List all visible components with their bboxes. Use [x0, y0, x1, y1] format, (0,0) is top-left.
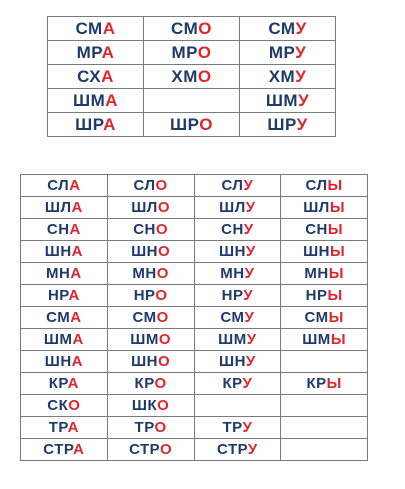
syllable-cell [21, 197, 108, 219]
syllable-consonants: ШЛ [219, 199, 246, 216]
syllable-vowel: У [246, 331, 257, 348]
syllable-cell [107, 307, 194, 329]
syllable-vowel: У [244, 309, 255, 326]
syllable-consonants: КР [134, 375, 155, 392]
syllable-consonants: СМ [171, 18, 199, 38]
syllable-cell [194, 307, 281, 329]
syllable-vowel: О [157, 243, 171, 260]
syllable-cell [194, 219, 281, 241]
table-row [21, 329, 368, 351]
syllable-cell [107, 263, 194, 285]
syllable-vowel: О [157, 199, 171, 216]
syllable-vowel: Ы [327, 221, 344, 238]
syllable-vowel: О [198, 18, 212, 38]
syllable-cell [107, 395, 194, 417]
syllable-consonants: МН [46, 265, 71, 282]
syllable-consonants: СЛ [305, 177, 328, 194]
syllable-consonants: ШЛ [44, 199, 72, 216]
syllable-vowel: У [295, 66, 307, 86]
syllable-consonants: СН [133, 221, 156, 238]
syllable-vowel: У [245, 353, 256, 370]
syllable-vowel: О [160, 441, 173, 458]
syllable-consonants: ШН [131, 243, 158, 260]
syllable-vowel: О [158, 331, 171, 348]
syllable-cell [194, 285, 281, 307]
syllable-vowel: О [157, 397, 170, 414]
syllable-vowel: А [70, 309, 82, 326]
syllable-cell [107, 439, 194, 461]
syllable-cell [21, 439, 108, 461]
syllable-consonants: ШН [44, 243, 72, 260]
syllable-vowel: А [69, 177, 81, 194]
syllable-vowel: Ы [329, 199, 346, 216]
syllable-vowel: А [71, 353, 83, 370]
syllable-cell [107, 373, 194, 395]
empty-cell [194, 395, 281, 417]
syllable-vowel: О [197, 42, 212, 62]
table-row [21, 417, 368, 439]
syllable-consonants: СК [47, 397, 69, 414]
syllable-vowel: А [101, 42, 115, 62]
syllable-vowel: У [295, 18, 307, 38]
syllable-vowel: О [155, 177, 168, 194]
syllable-vowel: А [102, 18, 116, 38]
syllable-consonants: ШК [131, 397, 158, 414]
syllable-vowel: У [295, 42, 307, 62]
syllable-vowel: У [242, 419, 253, 436]
syllable-consonants: МР [268, 42, 296, 62]
syllable-consonants: СТР [129, 441, 160, 458]
syllable-vowel: А [105, 90, 119, 110]
syllable-vowel: У [245, 243, 256, 260]
syllable-cell [281, 373, 368, 395]
syllable-vowel: О [157, 353, 171, 370]
syllable-consonants: МН [132, 265, 157, 282]
syllable-vowel: Ы [330, 331, 346, 348]
syllable-cell [107, 175, 194, 197]
syllable-cell [281, 241, 368, 263]
syllable-consonants: ШМ [43, 331, 73, 348]
syllable-cell [194, 373, 281, 395]
syllable-vowel: А [101, 66, 114, 86]
syllable-consonants: ШР [75, 114, 104, 134]
syllable-consonants: ШЛ [303, 199, 330, 216]
syllable-cell [194, 241, 281, 263]
syllable-vowel: У [243, 177, 254, 194]
syllable-consonants: КР [306, 375, 327, 392]
syllable-consonants: СМ [268, 18, 296, 38]
syllable-cell [48, 89, 144, 113]
syllable-cell [144, 113, 240, 137]
syllable-cell [144, 41, 240, 65]
syllable-vowel: О [154, 419, 167, 436]
syllable-cell [21, 175, 108, 197]
syllable-vowel: У [244, 265, 255, 282]
syllable-consonants: ТР [134, 419, 155, 436]
syllable-consonants: КР [48, 375, 68, 392]
syllable-vowel: А [71, 199, 83, 216]
table-row [21, 351, 368, 373]
syllable-vowel: Ы [328, 265, 344, 282]
syllable-vowel: А [71, 243, 83, 260]
syllable-cell [21, 219, 108, 241]
syllable-consonants: ТР [222, 419, 243, 436]
syllable-cell [281, 197, 368, 219]
table-row [48, 113, 336, 137]
syllable-vowel: А [67, 419, 79, 436]
syllable-cell [21, 307, 108, 329]
syllable-vowel: О [154, 375, 167, 392]
syllable-cell [21, 241, 108, 263]
syllable-consonants: СХ [77, 66, 102, 86]
syllable-consonants: ШМ [265, 90, 299, 110]
syllable-cell [48, 113, 144, 137]
syllable-cell [281, 285, 368, 307]
syllable-consonants: МН [304, 265, 329, 282]
syllable-consonants: СМ [75, 18, 103, 38]
syllable-cell [21, 417, 108, 439]
syllable-consonants: СН [221, 221, 244, 238]
syllable-vowel: О [68, 397, 81, 414]
syllable-cell [281, 175, 368, 197]
syllable-cell [194, 263, 281, 285]
syllable-vowel: Ы [327, 177, 343, 194]
syllable-consonants: ШН [303, 243, 330, 260]
syllable-cell [107, 197, 194, 219]
syllable-cell [240, 113, 336, 137]
syllable-consonants: ШН [44, 353, 72, 370]
syllable-consonants: СМ [220, 309, 245, 326]
syllable-cell [240, 89, 336, 113]
syllable-vowel: У [296, 114, 308, 134]
syllable-consonants: СМ [132, 309, 157, 326]
syllable-cell [21, 263, 108, 285]
syllable-cell [281, 307, 368, 329]
syllable-cell [144, 65, 240, 89]
syllable-consonants: ШН [219, 353, 246, 370]
table-row [21, 263, 368, 285]
syllable-vowel: Ы [326, 375, 342, 392]
empty-cell [281, 439, 368, 461]
syllable-consonants: СТР [216, 441, 248, 458]
syllable-cell [48, 65, 144, 89]
syllable-cell [194, 439, 281, 461]
syllable-consonants: ШН [219, 243, 246, 260]
empty-cell [144, 89, 240, 113]
syllable-cell [107, 285, 194, 307]
syllable-cell [240, 41, 336, 65]
syllable-consonants: НР [133, 287, 156, 304]
syllable-consonants: МН [220, 265, 245, 282]
syllable-consonants: НР [47, 287, 69, 304]
syllable-vowel: У [298, 90, 310, 110]
syllable-cell [144, 17, 240, 41]
syllable-cell [21, 285, 108, 307]
syllable-cell [281, 219, 368, 241]
syllable-vowel: У [247, 441, 258, 458]
syllable-vowel: О [156, 309, 169, 326]
syllable-vowel: О [156, 265, 169, 282]
syllable-cell [107, 329, 194, 351]
syllable-vowel: У [243, 287, 254, 304]
syllable-cell [21, 395, 108, 417]
syllable-cell [107, 219, 194, 241]
table-row [21, 241, 368, 263]
table-row [48, 17, 336, 41]
syllable-vowel: А [70, 265, 82, 282]
syllable-vowel: О [199, 114, 213, 134]
syllable-cell [281, 263, 368, 285]
syllable-vowel: А [69, 221, 81, 238]
syllable-consonants: СЛ [221, 177, 244, 194]
syllable-cell [194, 197, 281, 219]
syllable-cell [194, 329, 281, 351]
syllable-cell [194, 351, 281, 373]
table-row [21, 175, 368, 197]
table-row [21, 197, 368, 219]
empty-cell [281, 395, 368, 417]
syllable-vowel: О [155, 287, 168, 304]
syllable-cell [240, 17, 336, 41]
syllable-consonants: КР [222, 375, 243, 392]
syllable-vowel: Ы [329, 243, 346, 260]
syllable-vowel: А [73, 441, 85, 458]
syllable-consonants: МР [171, 42, 198, 62]
syllable-vowel: О [197, 66, 212, 86]
syllable-consonants: ХМ [171, 66, 198, 86]
syllable-consonants: ШМ [302, 331, 331, 348]
syllable-consonants: ШЛ [131, 199, 158, 216]
syllable-vowel: А [103, 114, 116, 134]
syllable-vowel: О [155, 221, 169, 238]
syllable-consonants: СН [305, 221, 328, 238]
syllable-vowel: Ы [327, 287, 343, 304]
syllable-vowel: Ы [328, 309, 344, 326]
syllable-consonants: ШМ [130, 331, 159, 348]
syllable-consonants: СЛ [47, 177, 70, 194]
table-row [21, 307, 368, 329]
syllable-table-bottom [20, 174, 368, 461]
syllable-cell [194, 175, 281, 197]
syllable-vowel: У [245, 199, 256, 216]
syllable-cell [107, 351, 194, 373]
syllable-cell [107, 241, 194, 263]
table-row [48, 65, 336, 89]
syllable-cell [194, 417, 281, 439]
syllable-consonants: ТР [48, 419, 68, 436]
syllable-consonants: ШН [131, 353, 158, 370]
syllable-cell [240, 65, 336, 89]
syllable-cell [21, 351, 108, 373]
syllable-cell [21, 373, 108, 395]
syllable-vowel: А [72, 331, 84, 348]
syllable-consonants: ШМ [218, 331, 247, 348]
table-row [21, 395, 368, 417]
syllable-consonants: СМ [46, 309, 71, 326]
empty-cell [281, 417, 368, 439]
syllable-consonants: ШР [170, 114, 200, 134]
syllable-cell [48, 17, 144, 41]
syllable-cell [281, 329, 368, 351]
syllable-cell [21, 329, 108, 351]
table-row [21, 373, 368, 395]
syllable-cell [48, 41, 144, 65]
syllable-consonants: ШР [267, 114, 297, 134]
syllable-table-top [47, 16, 336, 137]
empty-cell [281, 351, 368, 373]
syllable-consonants: ХМ [268, 66, 296, 86]
table-row [21, 219, 368, 241]
syllable-consonants: СН [46, 221, 70, 238]
syllable-consonants: НР [305, 287, 328, 304]
syllable-consonants: ШМ [72, 90, 106, 110]
syllable-vowel: А [67, 375, 79, 392]
syllable-consonants: МР [76, 42, 102, 62]
syllable-consonants: СЛ [133, 177, 156, 194]
syllable-consonants: СТР [43, 441, 74, 458]
table-row [21, 439, 368, 461]
table-row [21, 285, 368, 307]
syllable-consonants: НР [221, 287, 244, 304]
syllable-vowel: У [243, 221, 254, 238]
table-row [48, 89, 336, 113]
table-row [48, 41, 336, 65]
syllable-consonants: СМ [304, 309, 329, 326]
syllable-vowel: У [242, 375, 253, 392]
syllable-vowel: А [68, 287, 80, 304]
syllable-cell [107, 417, 194, 439]
